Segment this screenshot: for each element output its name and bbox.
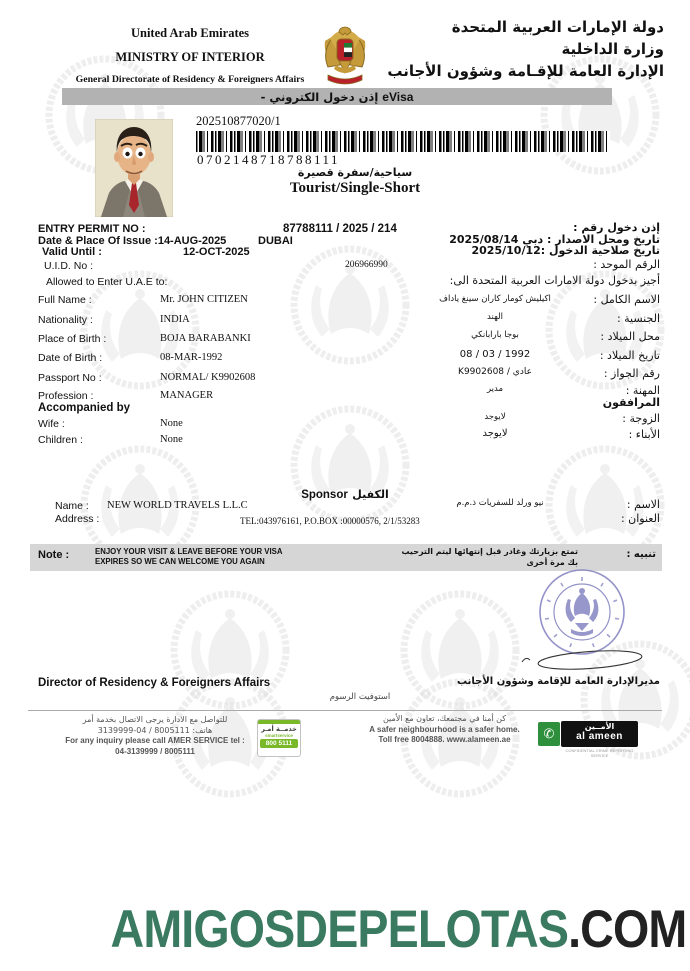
- header-arabic: [364, 16, 664, 82]
- note-text-en: ENJOY YOUR VISIT & LEAVE BEFORE YOUR VISA EXPIRES SO WE CAN WELCOME YOU AGAIN: [95, 547, 283, 566]
- entry-permit-label-ar: إذن دخول رقم :: [573, 221, 660, 234]
- director-title-en: Director of Residency & Foreigners Affairs: [38, 677, 271, 689]
- footer-alameen-block: [352, 714, 537, 746]
- valid-until-label-ar: تاريخ صلاحية الدخول :2025/10/12: [471, 244, 660, 257]
- children-label-ar: الأبناء :: [628, 428, 660, 441]
- amer-contact-en-2: 04-3139999 / 8005111: [115, 746, 195, 756]
- director-title-ar: مديرالإدارة العامة للإقامة وشؤون الأجانب: [457, 676, 660, 687]
- valid-until-value: 12-OCT-2025: [183, 246, 250, 258]
- barcode-bottom-number: 0702148718788111: [197, 152, 341, 167]
- uid-label-ar: الرقم الموحد :: [593, 258, 660, 271]
- visa-type-ar: سياحية/سفرة قصيرة: [297, 166, 413, 179]
- alameen-slogan-ar: كن أمنا في مجتمعك، تعاون مع الأمين: [382, 714, 507, 723]
- sponsor-name-value: NEW WORLD TRAVELS L.L.C: [107, 500, 248, 511]
- amer-logo-phone: 800 5111: [260, 739, 298, 748]
- sponsor-address-label-ar: العنوان :: [620, 512, 660, 525]
- country-name-ar: دولة الإمارات العربية المتحدة: [451, 18, 664, 36]
- sponsor-address-value: TEL:043976161, P.O.BOX :00000576, 2/1/53283: [240, 516, 420, 526]
- amer-service-logo: [257, 719, 301, 757]
- country-name: United Arab Emirates: [130, 26, 250, 40]
- field-value-ar: مدير: [486, 384, 504, 394]
- wife-value: None: [160, 418, 183, 429]
- field-label: Place of Birth :: [38, 333, 107, 345]
- valid-until-label: Valid Until :: [42, 246, 102, 258]
- allowed-label-ar: أجيز بدخول دولة الامارات العربية المتحدة الى:: [449, 274, 660, 287]
- field-value-ar: عادي / K9902608: [458, 367, 532, 377]
- evisa-title-bar: [62, 88, 612, 105]
- note-label: Note :: [38, 549, 70, 561]
- field-label: Full Name :: [38, 294, 92, 306]
- issue-label-ar: تاريخ ومحل الاصدار : دبي 2025/08/14: [449, 233, 660, 246]
- barcode-top-number: 202510877020/1: [196, 114, 281, 128]
- footer-amer-block: [55, 715, 255, 757]
- evisa-title-en: eVisa: [382, 89, 414, 104]
- entry-permit-value: 87788111 / 2025 / 214: [283, 223, 397, 235]
- sponsor-title-en: Sponsor: [301, 489, 348, 501]
- children-value-ar: لايوجد: [482, 428, 508, 439]
- field-label: Passport No :: [38, 372, 102, 384]
- accompanied-title: Accompanied by: [38, 402, 131, 414]
- issue-label: Date & Place Of Issue :14-AUG-2025: [38, 235, 227, 247]
- alameen-slogan-en: A safer neighbourhood is a safer home.: [369, 724, 520, 734]
- evisa-title-ar: إذن دخول الكتروني -: [260, 89, 379, 104]
- field-value: NORMAL/ K9902608: [160, 372, 256, 383]
- accompanied-title-ar: المرافقون: [602, 396, 660, 409]
- ministry-name: MINISTRY OF INTERIOR: [115, 50, 265, 64]
- directorate-name: General Directorate of Residency & Foreigners Affairs: [75, 74, 305, 85]
- barcode: [196, 131, 610, 152]
- amer-logo-stripe: [258, 720, 300, 724]
- field-value-ar: بوجا بارابانكي: [471, 330, 519, 340]
- field-label-ar: الاسم الكامل :: [593, 293, 660, 306]
- header-english: [70, 26, 310, 85]
- phone-icon: ✆: [538, 722, 560, 746]
- wife-label-ar: الزوجة :: [622, 412, 660, 425]
- field-value-ar: 1992 / 03 / 08: [459, 349, 531, 360]
- al-ameen-subtext: CONFIDENTIAL CRIME REPORTING SERVICE: [565, 748, 634, 758]
- uid-value: 206966990: [345, 260, 388, 270]
- field-value: 08-MAR-1992: [160, 352, 223, 363]
- alameen-tollfree: Toll free 8004888. www.alameen.ae: [378, 735, 511, 744]
- issue-place: DUBAI: [258, 235, 293, 247]
- directorate-name-ar: الإدارة العامة للإقـامة وشؤون الأجانب: [387, 62, 664, 80]
- brand-watermark-tld: .COM: [567, 900, 686, 959]
- allowed-label: Allowed to Enter U.A.E to:: [46, 276, 168, 288]
- children-value: None: [160, 434, 183, 445]
- field-label-ar: محل الميلاد :: [600, 330, 660, 343]
- portrait-photo: [95, 119, 173, 217]
- field-label-ar: تاريخ الميلاد :: [599, 349, 660, 362]
- field-label-ar: الجنسية :: [616, 312, 660, 325]
- amer-logo-en: smartservice: [265, 733, 293, 738]
- fees-collected-ar: استوفيت الرسوم: [329, 692, 391, 702]
- field-value-ar: اكيليش كومار كاران سينغ ياداف: [439, 294, 551, 304]
- amer-contact-en-1: For any inquiry please call AMER SERVICE tel :: [65, 736, 245, 745]
- sponsor-name-label: Name :: [55, 500, 89, 512]
- children-label: Children :: [38, 434, 83, 446]
- field-label: Nationality :: [38, 314, 93, 326]
- amer-contact-ar-2: هاتف: 8005111 / 04-3139999: [97, 725, 213, 735]
- field-label: Date of Birth :: [38, 352, 103, 364]
- note-text-ar: تمتع بزيارتك وغادر قبل إنتهائها ليتم الترحيب بك مرة أخرى: [401, 547, 578, 567]
- sponsor-heading: [280, 485, 410, 503]
- field-label-ar: رقم الجواز :: [603, 367, 660, 380]
- ministry-name-ar: وزارة الداخلية: [561, 40, 664, 58]
- sponsor-address-label: Address :: [55, 513, 100, 525]
- wife-label: Wife :: [38, 418, 65, 430]
- visa-type-en: Tourist/Single-Short: [289, 180, 421, 196]
- field-value: MANAGER: [160, 390, 214, 401]
- footer-divider: [28, 710, 662, 711]
- al-ameen-ar: الأمــين: [584, 722, 615, 731]
- sponsor-name-value-ar: نيو ورلد للسفريات ذ.م.م: [456, 498, 544, 508]
- sponsor-title-ar: الكفيل: [352, 488, 389, 501]
- signature-icon: [518, 644, 648, 678]
- entry-permit-label: ENTRY PERMIT NO :: [38, 223, 146, 235]
- brand-watermark-name: AMIGOSDEPELOTAS: [110, 900, 568, 959]
- amer-contact-ar-1: للتواصل مع الادارة يرجى الاتصال بخدمة أمر: [82, 715, 228, 724]
- field-value-ar: الهند: [487, 312, 503, 322]
- field-value: INDIA: [160, 314, 190, 325]
- brand-watermark: [110, 899, 686, 960]
- wife-value-ar: لايوجد: [484, 412, 506, 422]
- note-label-ar: تنبيه :: [626, 549, 656, 560]
- uid-label: U.I.D. No :: [44, 260, 94, 272]
- field-value: BOJA BARABANKI: [160, 333, 251, 344]
- amer-logo-ar: خدمــة أمـر: [261, 725, 297, 733]
- al-ameen-logo: [538, 721, 638, 758]
- field-value: Mr. JOHN CITIZEN: [160, 294, 248, 305]
- field-label-ar: المهنة :: [625, 384, 660, 397]
- field-label: Profession :: [38, 390, 94, 402]
- al-ameen-en: al ameen: [576, 731, 623, 742]
- sponsor-name-label-ar: الاسم :: [626, 498, 660, 511]
- al-ameen-logo-text: [561, 721, 638, 747]
